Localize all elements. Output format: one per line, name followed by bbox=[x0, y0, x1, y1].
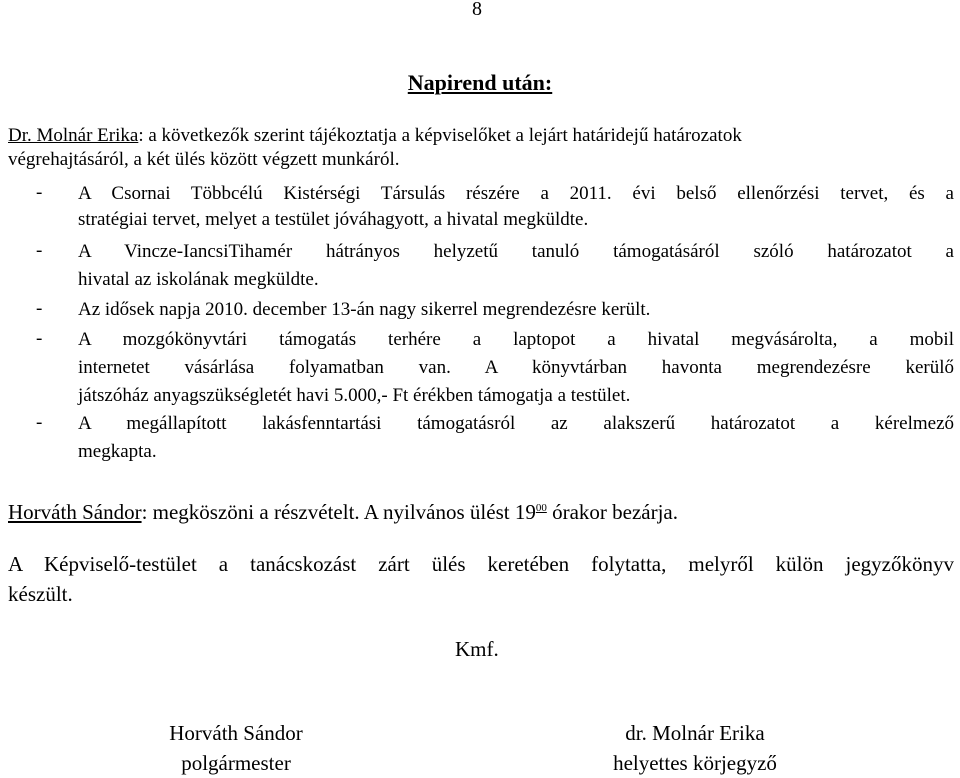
signature-notary bbox=[565, 718, 825, 778]
item-2-line-2: hivatal az iskolának megküldte. bbox=[78, 269, 319, 290]
item-4-line-1: A mozgókönyvtári támogatás terhére a laptopot a hivatal megvásárolta, a mobil bbox=[78, 329, 954, 350]
item-5-dash: - bbox=[36, 412, 43, 433]
item-3-line-1: Az idősek napja 2010. december 13-án nagy sikerrel megrendezésre került. bbox=[78, 299, 651, 320]
closing-speaker: Horváth Sándor bbox=[8, 500, 142, 524]
intro-line-2: végrehajtásáról, a két ülés között végzett munkáról. bbox=[8, 149, 400, 170]
item-1-line-2: stratégiai tervet, melyet a testület jóváhagyott, a hivatal megküldte. bbox=[78, 209, 589, 230]
item-5-line-2: megkapta. bbox=[78, 441, 157, 462]
closed-session-line-2: készült. bbox=[8, 582, 73, 606]
item-1-dash: - bbox=[36, 182, 43, 203]
signature-mayor-title: polgármester bbox=[181, 751, 291, 775]
item-1-line-1: A Csornai Többcélú Kistérségi Társulás részére a 2011. évi belső ellenőrzési tervet, és a bbox=[78, 183, 954, 204]
signature-mayor bbox=[106, 718, 366, 778]
item-3-dash: - bbox=[36, 298, 43, 319]
closing-time-minutes: 00 bbox=[535, 502, 547, 514]
page-number: 8 bbox=[472, 0, 482, 20]
item-4-line-3: játszóház anyagszükségletét havi 5.000,- Ft érékben támogatja a testület. bbox=[78, 385, 631, 406]
signature-notary-name: dr. Molnár Erika bbox=[625, 721, 765, 745]
closing-text-before: : megköszöni a részvételt. A nyilvános ülést 19 bbox=[141, 500, 536, 524]
item-2-line-1: A Vincze-IancsiTihamér hátrányos helyzetű tanuló támogatásáról szóló határozatot a bbox=[78, 241, 954, 262]
intro-speaker: Dr. Molnár Erika bbox=[8, 125, 139, 146]
closed-session-line-1: A Képviselő-testület a tanácskozást zárt ülés keretében folytatta, melyről külön jegyzőkönyv bbox=[8, 552, 954, 576]
item-4-line-2: internetet vásárlása folyamatban van. A könyvtárban havonta megrendezésre kerülő bbox=[78, 357, 954, 378]
item-4-dash: - bbox=[36, 328, 43, 349]
item-2-dash: - bbox=[36, 240, 43, 261]
intro-line-1-text: : a következők szerint tájékoztatja a képviselőket a lejárt határidejű határozatok bbox=[138, 125, 742, 146]
intro-line-1 bbox=[8, 124, 742, 148]
section-heading: Napirend után: bbox=[407, 70, 553, 95]
closing-line bbox=[8, 496, 678, 524]
signature-mayor-name: Horváth Sándor bbox=[169, 721, 303, 745]
item-5-line-1: A megállapított lakásfenntartási támogatásról az alakszerű határozatot a kérelmező bbox=[78, 413, 954, 434]
signature-notary-title: helyettes körjegyző bbox=[613, 751, 777, 775]
closing-text-after: órakor bezárja. bbox=[546, 500, 678, 524]
kmf-label: Kmf. bbox=[455, 637, 499, 661]
